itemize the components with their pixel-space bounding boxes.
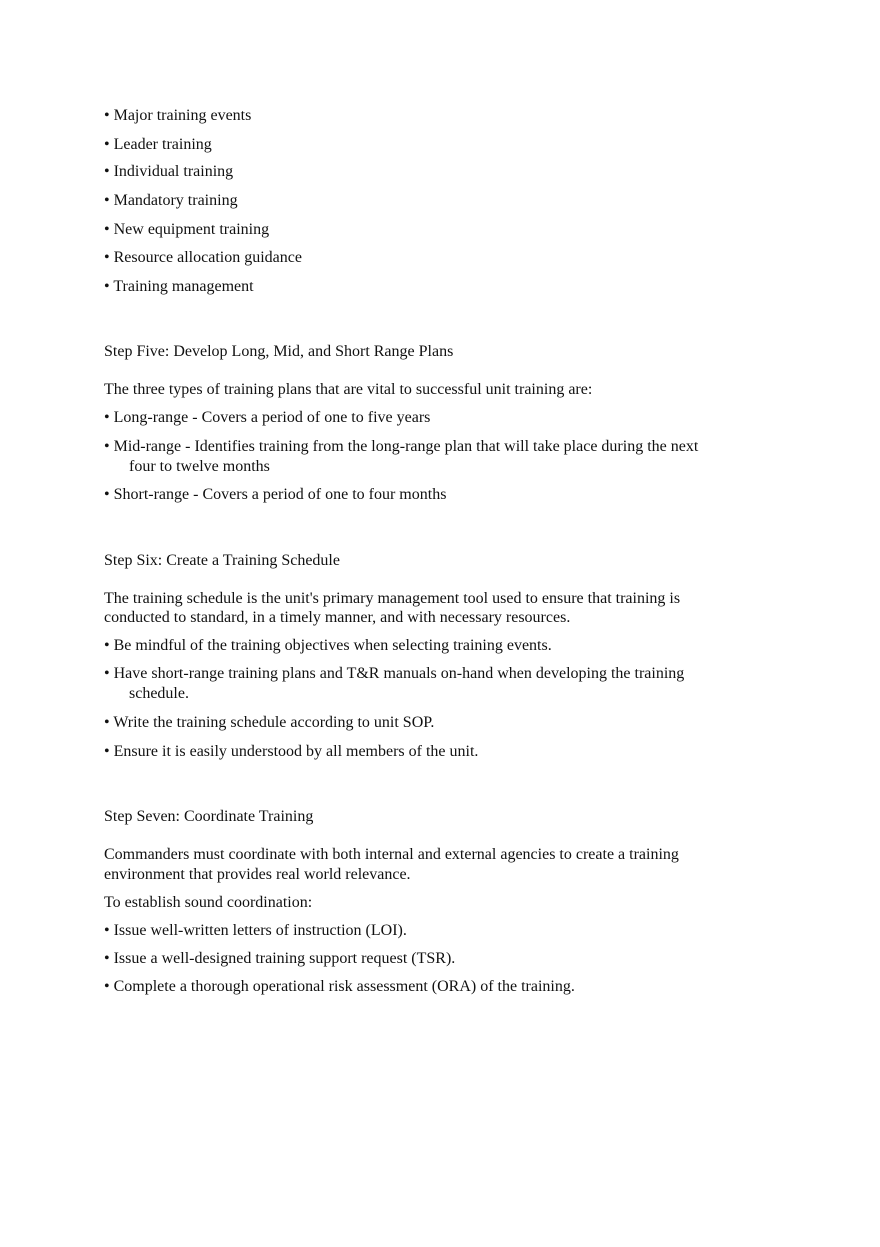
step-five-bullet-long-range: • Long-range - Covers a period of one to five years bbox=[104, 409, 431, 426]
step-five-bullet-short-range: • Short-range - Covers a period of one to four months bbox=[104, 486, 447, 503]
step-six-bullet-easily-understood: • Ensure it is easily understood by all members of the unit. bbox=[104, 743, 479, 760]
step-five-intro: The three types of training plans that are vital to successful unit training are: bbox=[104, 381, 593, 398]
step-six-intro: The training schedule is the unit's primary management tool used to ensure that training is bbox=[104, 590, 681, 607]
bullet-mandatory-training: • Mandatory training bbox=[104, 192, 238, 209]
bullet-resource-allocation-guidance: • Resource allocation guidance bbox=[104, 249, 302, 266]
step-five-heading: Step Five: Develop Long, Mid, and Short Range Plans bbox=[104, 343, 454, 360]
step-five-bullet-mid-range: • Mid-range - Identifies training from the long-range plan that will take place during the next bbox=[104, 438, 699, 455]
bullet-training-management: • Training management bbox=[104, 278, 254, 295]
step-seven-bullet-loi: • Issue well-written letters of instruction (LOI). bbox=[104, 922, 407, 939]
step-seven-bullet-ora: • Complete a thorough operational risk assessment (ORA) of the training. bbox=[104, 978, 575, 995]
bullet-major-training-events: • Major training events bbox=[104, 107, 252, 124]
step-six-bullet-unit-sop: • Write the training schedule according to unit SOP. bbox=[104, 714, 435, 731]
step-six-bullet-plans-on-hand-continuation: schedule. bbox=[129, 685, 189, 702]
step-six-heading: Step Six: Create a Training Schedule bbox=[104, 552, 340, 569]
step-seven-intro: Commanders must coordinate with both internal and external agencies to create a training bbox=[104, 846, 679, 863]
step-seven-bullet-tsr: • Issue a well-designed training support request (TSR). bbox=[104, 950, 456, 967]
bullet-leader-training: • Leader training bbox=[104, 136, 212, 153]
step-seven-lead-in: To establish sound coordination: bbox=[104, 894, 313, 911]
bullet-new-equipment-training: • New equipment training bbox=[104, 221, 270, 238]
step-six-bullet-objectives: • Be mindful of the training objectives when selecting training events. bbox=[104, 637, 552, 654]
step-seven-heading: Step Seven: Coordinate Training bbox=[104, 808, 314, 825]
step-six-intro-continuation: conducted to standard, in a timely manner, and with necessary resources. bbox=[104, 609, 571, 626]
step-six-bullet-plans-on-hand: • Have short-range training plans and T&R manuals on-hand when developing the training bbox=[104, 665, 685, 682]
bullet-individual-training: • Individual training bbox=[104, 163, 234, 180]
step-five-bullet-mid-range-continuation: four to twelve months bbox=[129, 458, 270, 475]
step-seven-intro-continuation: environment that provides real world relevance. bbox=[104, 866, 411, 883]
